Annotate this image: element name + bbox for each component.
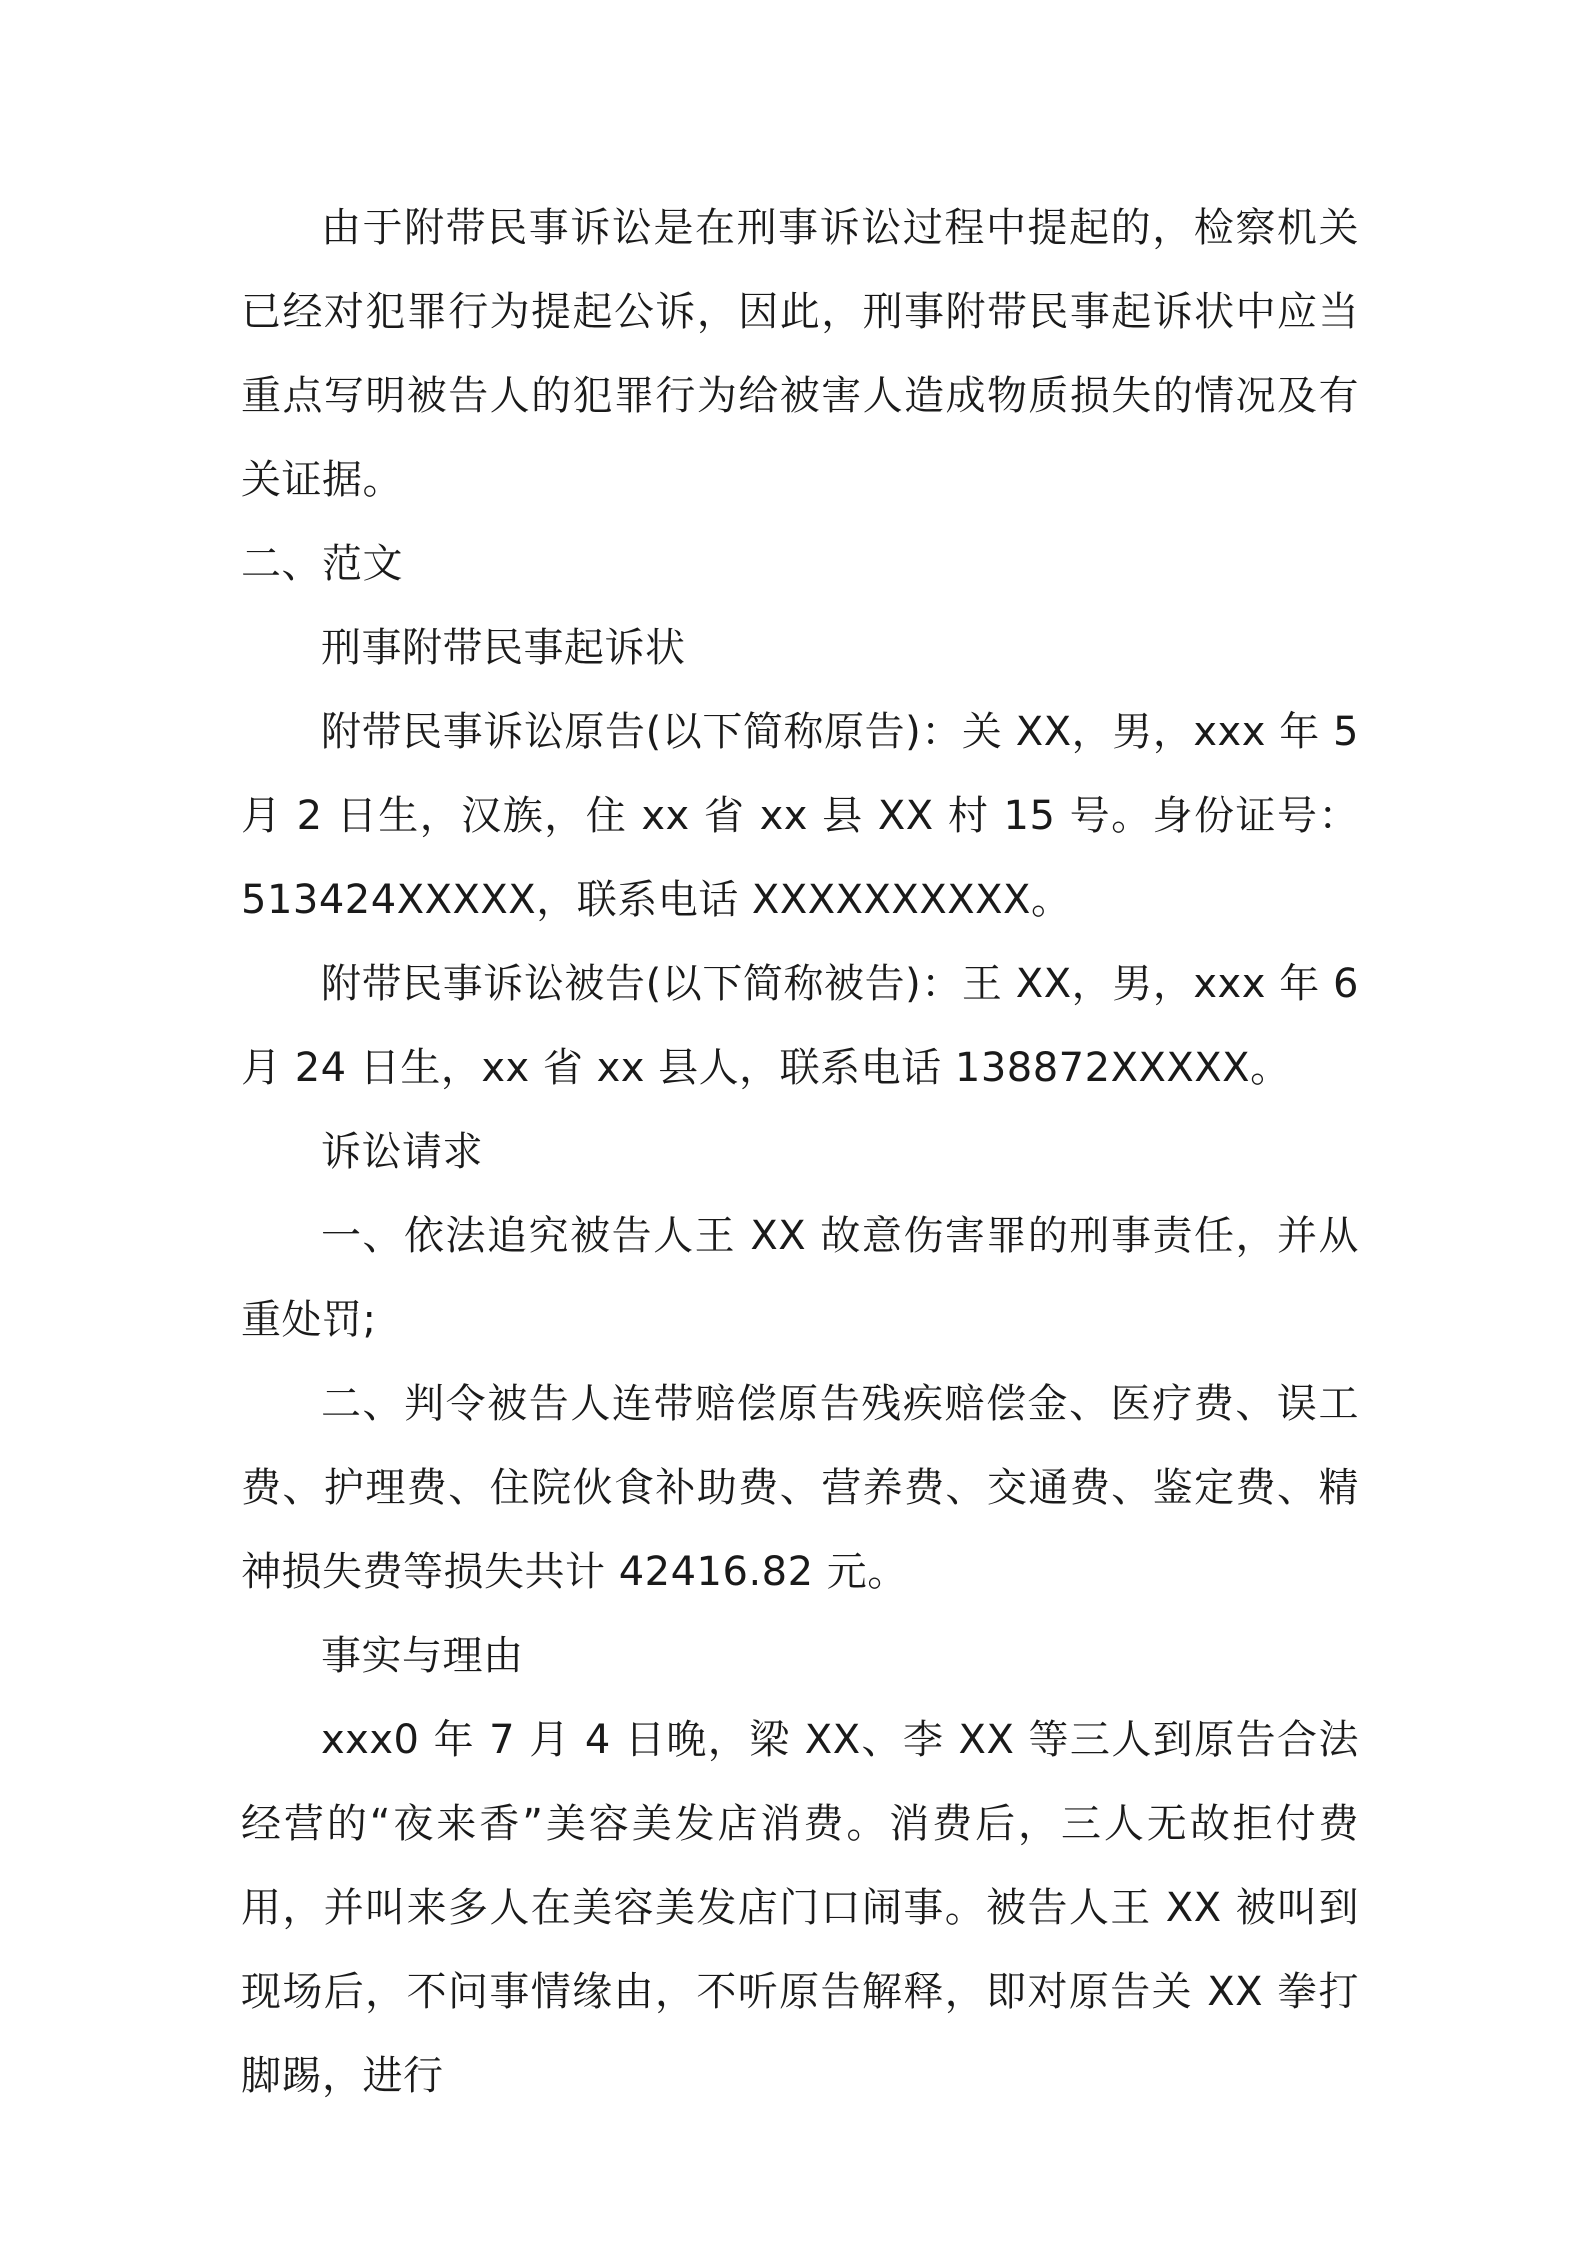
heading-claims: 诉讼请求 [321,1129,483,1175]
paragraph-intro: 由于附带民事诉讼是在刑事诉讼过程中提起的，检察机关已经对犯罪行为提起公诉，因此，刑事附带民事起诉状中应当重点写明被告人的犯罪行为给被害人造成物质损失的情况及有关证据。 [241,205,1359,503]
paragraph-claim-1: 一、依法追究被告人王 XX 故意伤害罪的刑事责任，并从重处罚; [241,1213,1359,1343]
paragraph-facts: xxx0 年 7 月 4 日晚，梁 XX、李 XX 等三人到原告合法经营的“夜来香”美容美发店消费。消费后，三人无故拒付费用，并叫来多人在美容美发店门口闹事。被告人王 XX 被叫到现场后，不问事情缘由，不听原告解释，即对原告关 XX 拳打脚踢，进行 [241,1717,1359,2099]
section-heading-sample: 二、范文 [241,541,403,587]
document-title: 刑事附带民事起诉状 [321,625,686,671]
document-body [241,186,1359,2118]
paragraph-plaintiff: 附带民事诉讼原告(以下简称原告)：关 XX，男，xxx 年 5 月 2 日生，汉族，住 xx 省 xx 县 XX 村 15 号。身份证号：513424XXXXX，联系电话 XXXXXXXXXX。 [241,709,1359,923]
heading-facts-reasons: 事实与理由 [321,1633,524,1679]
paragraph-claim-2: 二、判令被告人连带赔偿原告残疾赔偿金、医疗费、误工费、护理费、住院伙食补助费、营养费、交通费、鉴定费、精神损失费等损失共计 42416.82 元。 [241,1381,1359,1595]
paragraph-defendant: 附带民事诉讼被告(以下简称被告)：王 XX，男，xxx 年 6 月 24 日生，xx 省 xx 县人，联系电话 138872XXXXX。 [241,961,1359,1091]
